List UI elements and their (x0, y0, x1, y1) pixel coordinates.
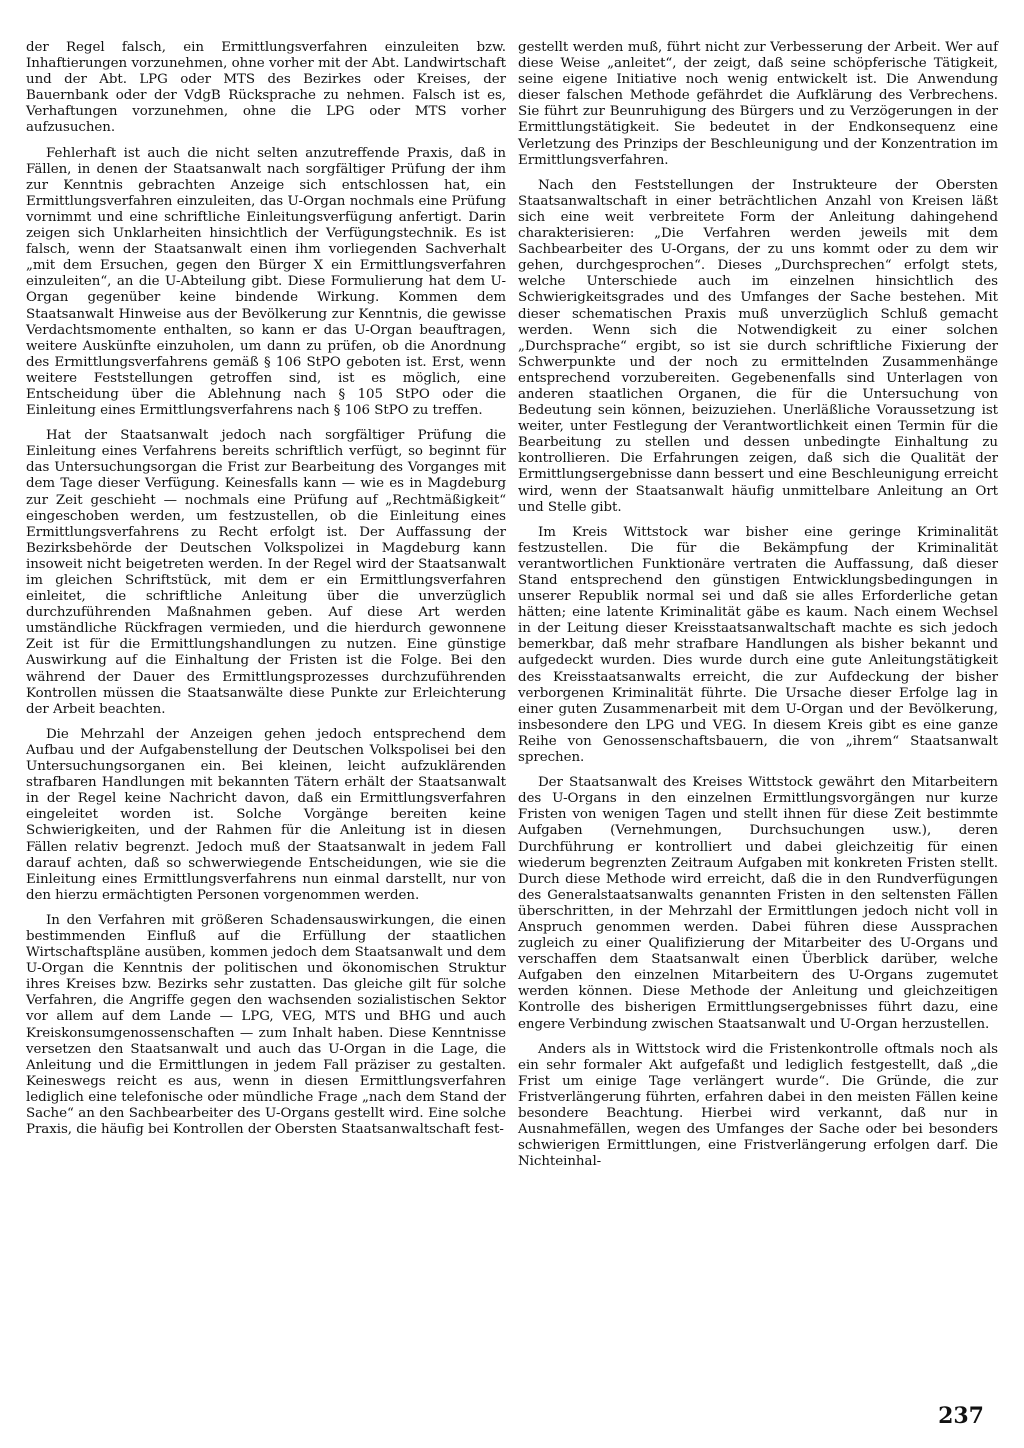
paragraph: Fehlerhaft ist auch die nicht selten anzutreffende Praxis, daß in Fällen, in denen der Staatsanwalt nach sorgfältiger Prüfung der ihm zur Kenntnis gebrachten Anzeige sich entschlossen hat, ein Ermittlungsverfahren einzuleiten, das U-Organ nochmals eine Prüfung vornimmt und eine schriftliche Einleitungsverfügung anfertigt. Darin zeigen sich Unklarheiten hinsichtlich der Verfügungstechnik. Es ist falsch, wenn der Staatsanwalt einen ihm vorliegenden Sachverhalt „mit dem Ersuchen, gegen den Bürger X ein Ermittlungsverfahren einzuleiten“, an die U-Abteilung gibt. Diese Formulierung hat dem U-Organ gegenüber keine bindende Wirkung. Kommen dem Staatsanwalt Hinweise aus der Bevölkerung zur Kenntnis, die gewisse Verdachtsmomente enthalten, so kann er das U-Organ beauftragen, weitere Auskünfte einzuholen, um dann zu prüfen, ob die Anordnung des Ermittlungsverfahrens gemäß § 106 StPO geboten ist. Erst, wenn weitere Feststellungen getroffen sind, ist es möglich, eine Entscheidung über die Ablehnung nach § 105 StPO oder die Einleitung eines Ermittlungsverfahrens nach § 106 StPO zu treffen. (26, 145, 506, 419)
page-number: 237 (938, 1403, 984, 1429)
paragraph: In den Verfahren mit größeren Schadensauswirkungen, die einen bestimmenden Einfluß auf die Erfüllung der staatlichen Wirtschaftspläne ausüben, kommen jedoch dem Staatsanwalt und dem U-Organ die Kenntnis der politischen und ökonomischen Struktur ihres Kreises bzw. Bezirks sehr zustatten. Das gleiche gilt für solche Verfahren, die Angriffe gegen den wachsenden sozialistischen Sektor vor allem auf dem Lande — LPG, VEG, MTS und BHG und auch Kreiskonsumgenossenschaften — zum Inhalt haben. Diese Kenntnisse versetzen den Staatsanwalt und auch das U-Organ in die Lage, die Anleitung und die Ermittlungen in jedem Fall präziser zu gestalten. Keineswegs reicht es aus, wenn in diesen Ermittlungsverfahren lediglich eine telefonische oder mündliche Frage „nach dem Stand der Sache“ an den Sachbearbeiter des U-Organs gestellt wird. Eine solche Praxis, die häufig bei Kontrollen der Obersten Staatsanwaltschaft fest- (26, 912, 506, 1138)
left-column (26, 40, 506, 1179)
paragraph: Der Staatsanwalt des Kreises Wittstock gewährt den Mitarbeitern des U-Organs in den einzelnen Ermittlungsvorgängen nur kurze Fristen von wenigen Tagen und stellt ihnen für diese Zeit bestimmte Aufgaben (Vernehmungen, Durchsuchungen usw.), deren Durchführung er kontrolliert und dabei gleichzeitig für einen wiederum begrenzten Zeitraum Aufgaben mit konkreten Fristen stellt. Durch diese Methode wird erreicht, daß die in den Rundverfügungen des Generalstaatsanwalts genannten Fristen in den seltensten Fällen überschritten, in der Mehrzahl der Ermittlungen jedoch nicht voll in Anspruch genommen werden. Dabei führen diese Aussprachen zugleich zu einer Qualifizierung der Mitarbeiter des U-Organs und verschaffen dem Staatsanwalt einen Überblick darüber, welche Aufgaben den einzelnen Mitarbeitern des U-Organs zugemutet werden können. Diese Methode der Anleitung und gleichzeitigen Kontrolle des bisherigen Ermittlungsergebnisses führt dazu, eine engere Verbindung zwischen Staatsanwalt und U-Organ herzustellen. (518, 775, 998, 1032)
paragraph: Im Kreis Wittstock war bisher eine geringe Kriminalität festzustellen. Die für die Bekämpfung der Kriminalität verantwortlichen Funktionäre vertraten die Auffassung, daß dieser Stand entsprechend den günstigen Entwicklungsbedingungen in unserer Republik normal sei und daß sie alles Erforderliche getan hätten; eine latente Kriminalität gäbe es kaum. Nach einem Wechsel in der Leitung dieser Kreisstaatsanwaltschaft machte es sich jedoch bemerkbar, daß mehr strafbare Handlungen als bisher bekannt und aufgedeckt wurden. Dies wurde durch eine gute Anleitungstätigkeit des Kreisstaatsanwalts erreicht, die zur Aufdeckung der bisher verborgenen Kriminalität führte. Die Ursache dieser Erfolge lag in einer guten Zusammenarbeit mit dem U-Organ und der Bevölkerung, insbesondere den LPG und VEG. In diesem Kreis gibt es eine ganze Reihe von Genossenschaftsbauern, die von „ihrem“ Staatsanwalt sprechen. (518, 524, 998, 766)
right-column (518, 40, 998, 1179)
paragraph: Die Mehrzahl der Anzeigen gehen jedoch entsprechend dem Aufbau und der Aufgabenstellung der Deutschen Volkspolisei bei den Untersuchungsorganen ein. Bei kleinen, leicht aufzuklärenden strafbaren Handlungen mit bekannten Tätern erhält der Staatsanwalt in der Regel keine Nachricht davon, daß ein Ermittlungsverfahren eingeleitet worden ist. Solche Vorgänge bereiten keine Schwierigkeiten, und der Rahmen für die Anleitung ist in diesen Fällen relativ begrenzt. Jedoch muß der Staatsanwalt in jedem Fall darauf achten, daß so schwerwiegende Entscheidungen, wie sie die Einleitung eines Ermittlungsverfahrens nun einmal darstellt, nur von den hierzu ermächtigten Personen vorgenommen werden. (26, 726, 506, 903)
paragraph: der Regel falsch, ein Ermittlungsverfahren einzuleiten bzw. Inhaftierungen vorzunehmen, ohne vorher mit der Abt. Landwirtschaft und der Abt. LPG oder MTS des Bezirkes oder Kreises, der Bauernbank oder der VdgB Rücksprache zu nehmen. Falsch ist es, Verhaftungen vorzunehmen, ohne die LPG oder MTS vorher aufzusuchen. (26, 40, 506, 136)
text-columns (26, 40, 998, 1179)
paragraph: gestellt werden muß, führt nicht zur Verbesserung der Arbeit. Wer auf diese Weise „anleitet“, der zeigt, daß seine schöpferische Tätigkeit, seine eigene Initiative noch wenig entwickelt ist. Die Anwendung dieser falschen Methode gefährdet die Aufklärung des Verbrechens. Sie führt zur Beunruhigung des Bürgers und zu Verzögerungen in der Ermittlungstätigkeit. Sie bedeutet in der Endkonsequenz eine Verletzung des Prinzips der Beschleunigung und der Konzentration im Ermittlungsverfahren. (518, 40, 998, 168)
paragraph: Hat der Staatsanwalt jedoch nach sorgfältiger Prüfung die Einleitung eines Verfahrens bereits schriftlich verfügt, so beginnt für das Untersuchungsorgan die Frist zur Bearbeitung des Vorganges mit dem Tage dieser Verfügung. Keinesfalls kann — wie es in Magdeburg zur Zeit geschieht — nochmals eine Prüfung auf „Rechtmäßigkeit“ eingeschoben werden, um festzustellen, ob die Einleitung eines Ermittlungsverfahrens zu Recht erfolgt ist. Der Auffassung der Bezirksbehörde der Deutschen Volkspolizei in Magdeburg kann insoweit nicht beigetreten werden. In der Regel wird der Staatsanwalt im gleichen Schriftstück, mit dem er ein Ermittlungsverfahren einleitet, die schriftliche Anleitung über die unverzüglich durchzuführenden Maßnahmen geben. Auf diese Art werden umständliche Rückfragen vermieden, und die hierdurch gewonnene Zeit ist für die Ermittlungshandlungen zu nutzen. Eine günstige Auswirkung auf die Einhaltung der Fristen ist die Folge. Bei den während der Dauer des Ermittlungsprozesses durchzuführenden Kontrollen müssen die Staatsanwälte diese Punkte zur Erleichterung der Arbeit beachten. (26, 428, 506, 717)
paragraph: Anders als in Wittstock wird die Fristenkontrolle oftmals noch als ein sehr formaler Akt aufgefaßt und lediglich festgestellt, daß „die Frist um einige Tage verlängert wurde“. Die Gründe, die zur Fristverlängerung führten, erfahren dabei in den meisten Fällen keine besondere Beachtung. Hierbei wird verkannt, daß nur in Ausnahmefällen, wegen des Umfanges der Sache oder bei besonders schwierigen Ermittlungen, eine Fristverlängerung erfolgen darf. Die Nichteinhal- (518, 1041, 998, 1170)
paragraph: Nach den Feststellungen der Instrukteure der Obersten Staatsanwaltschaft in einer beträchtlichen Anzahl von Kreisen läßt sich eine weit verbreitete Form der Anleitung dahingehend charakterisieren: „Die Verfahren werden jeweils mit dem Sachbearbeiter des U-Organs, der zu uns kommt oder zu dem wir gehen, durchgesprochen“. Dieses „Durchsprechen“ erfolgt stets, welche Unterschiede auch im einzelnen hinsichtlich des Schwierigkeitsgrades und des Umfanges der Sache bestehen. Mit dieser schematischen Praxis muß unverzüglich Schluß gemacht werden. Wenn sich die Notwendigkeit zu einer solchen „Durchsprache“ ergibt, so ist sie durch schriftliche Fixierung der Schwerpunkte und der noch zu ermittelnden Zusammenhänge entsprechend vorzubereiten. Gegebenenfalls sind Unterlagen von anderen staatlichen Organen, die für die Untersuchung von Bedeutung sein können, beizuziehen. Unerläßliche Voraussetzung ist weiter, unter Festlegung der Verantwortlichkeit einen Termin für die Bearbeitung zu stellen und dessen unbedingte Einhaltung zu kontrollieren. Die Erfahrungen zeigen, daß sich die Qualität der Ermittlungsergebnisse dann bessert und eine Beschleunigung erreicht wird, wenn der Staatsanwalt häufig unmittelbare Anleitung an Ort und Stelle gibt. (518, 177, 998, 515)
